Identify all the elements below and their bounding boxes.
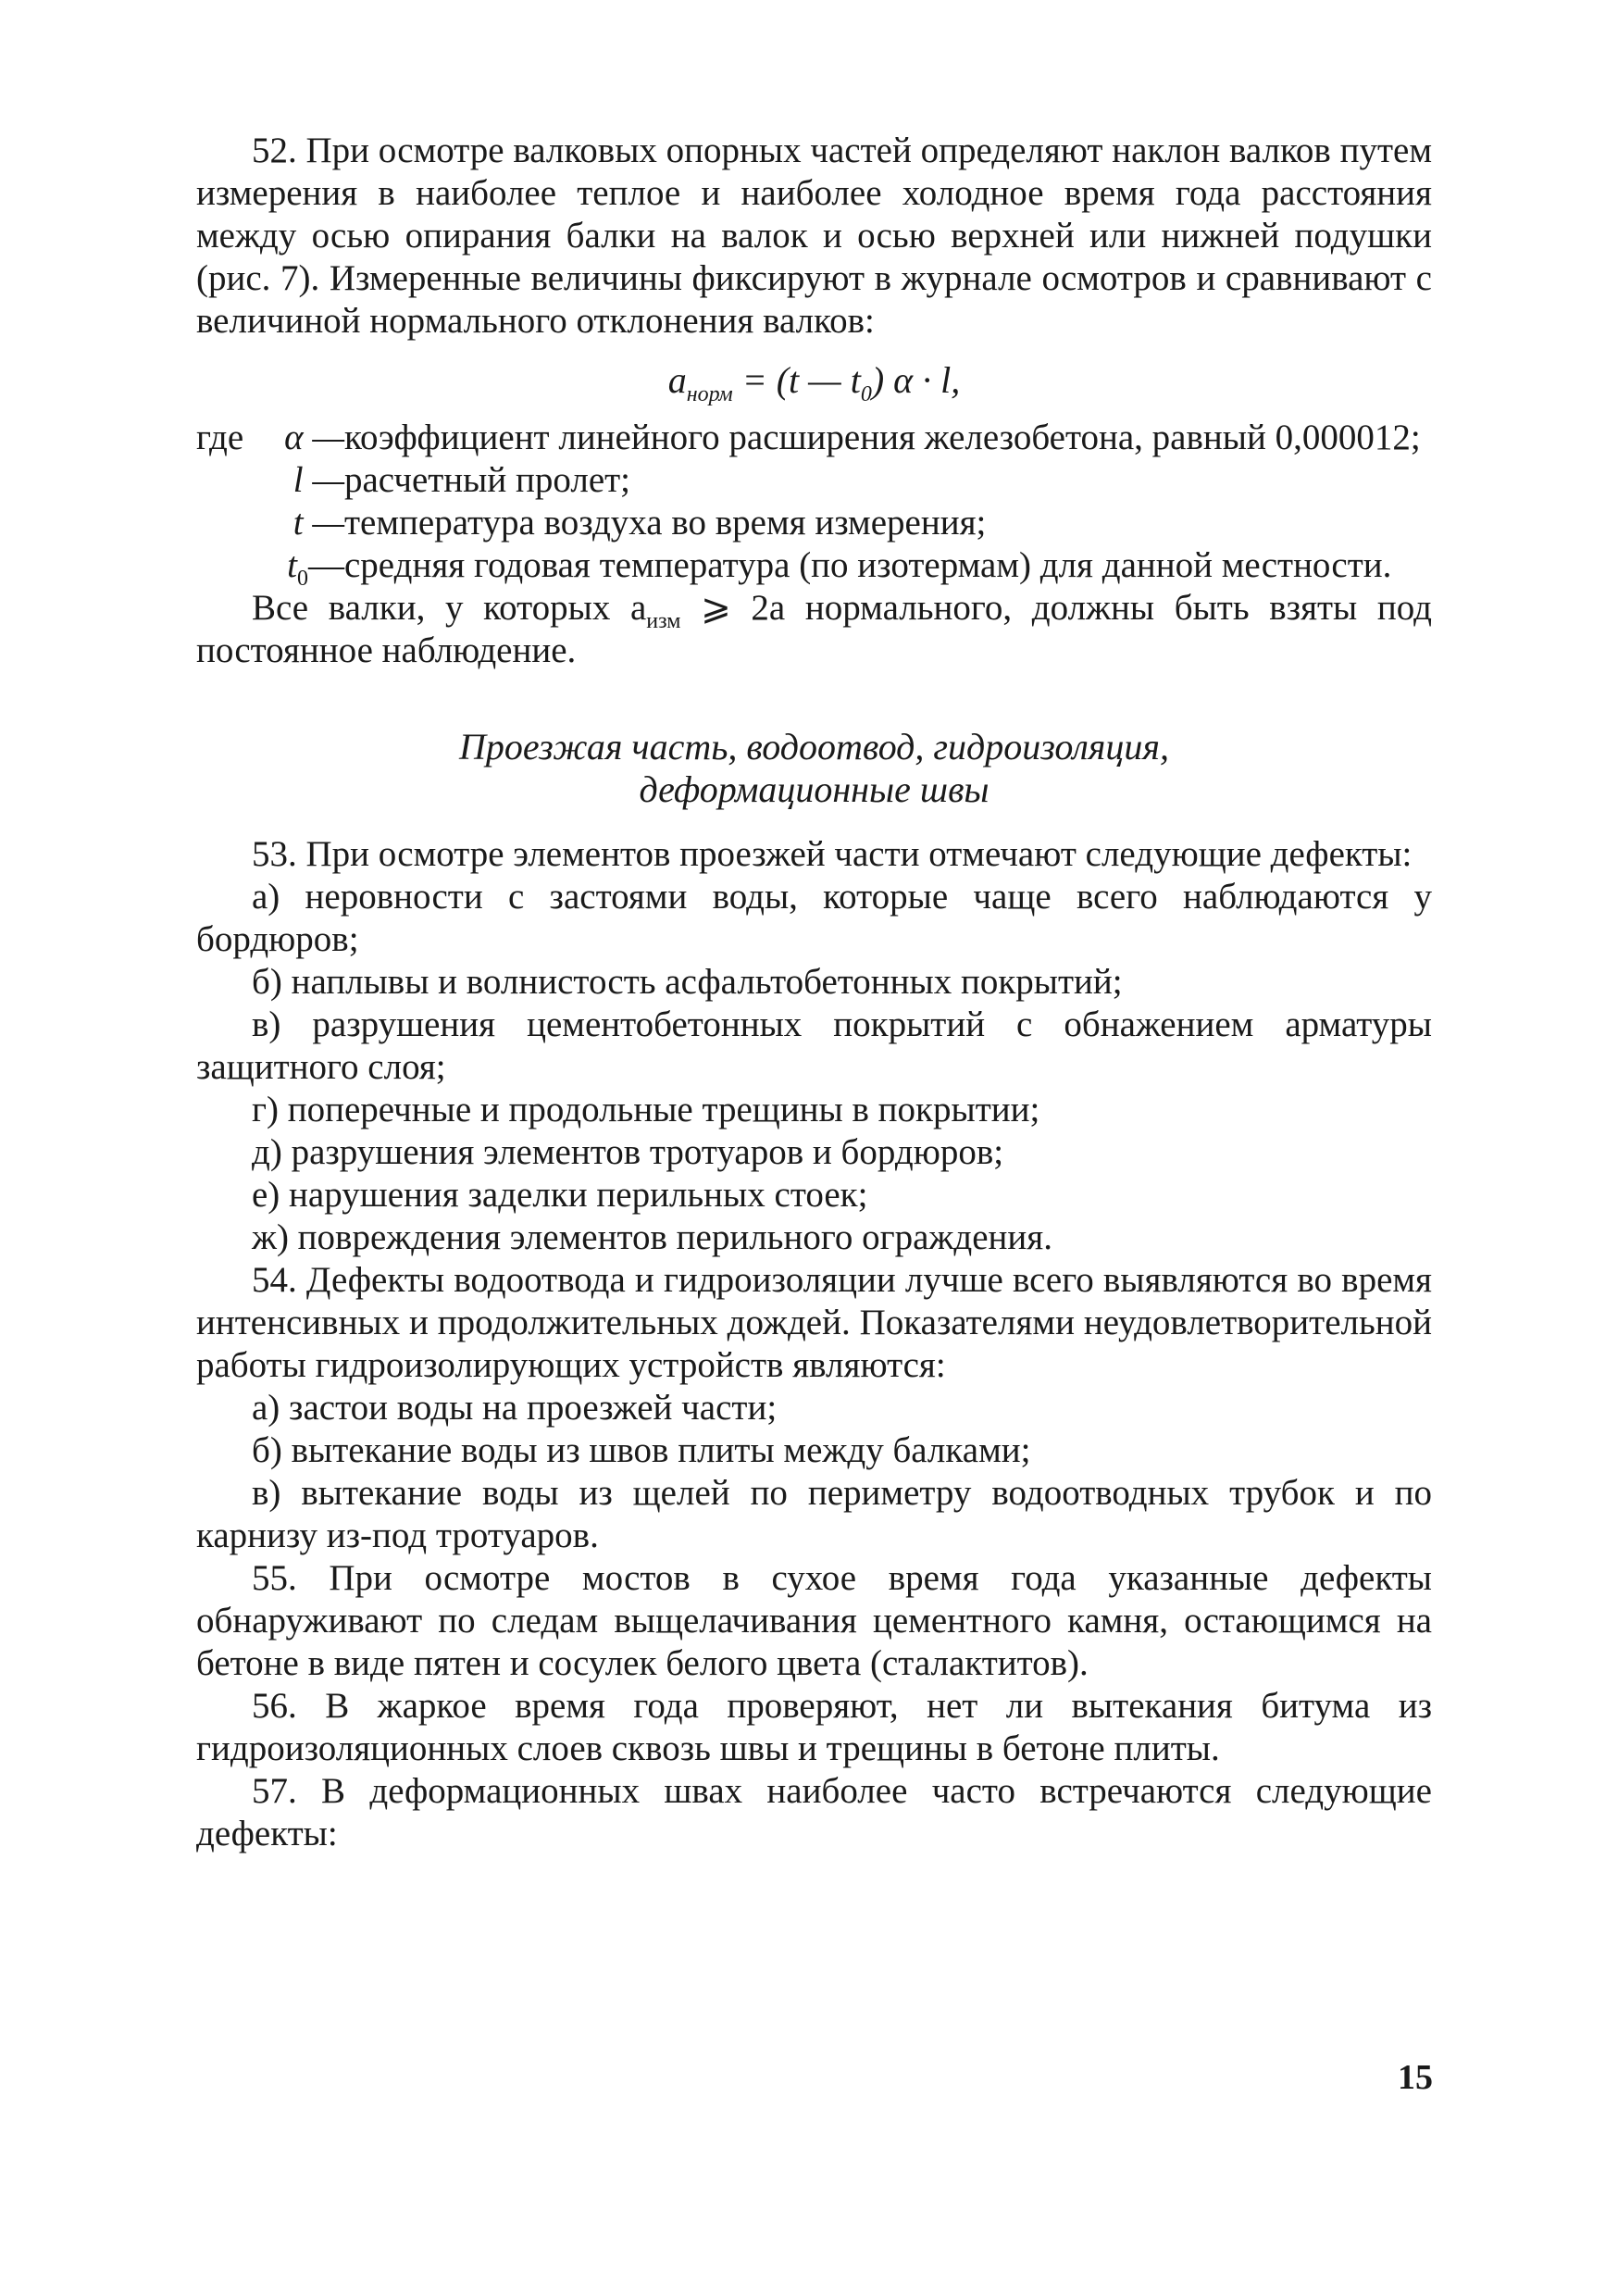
paragraph-57: 57. В деформационных швах наиболее часто встречаются следующие дефекты: bbox=[196, 1771, 1432, 1853]
legend-symbol: l — bbox=[292, 460, 344, 500]
legend-symbol-dash: — bbox=[308, 545, 344, 585]
legend-row bbox=[196, 544, 1432, 591]
legend-row bbox=[196, 459, 1432, 502]
legend-row bbox=[196, 417, 1432, 459]
list-item: г) поперечные и продольные трещины в покрытии; bbox=[252, 1090, 1040, 1129]
paragraph-55: 55. При осмотре мостов в сухое время года указанные дефекты обнаруживают по следам выщелачивания цементного камня, остающимся на бетоне в виде пятен и сосулек белого цвета (сталактитов). bbox=[196, 1558, 1432, 1683]
note-text-b: ⩾ 2a нормального, должны быть взяты под постоянное наблюдение. bbox=[196, 588, 1432, 670]
paragraph-52: 52. При осмотре валковых опорных частей определяют наклон валков путем измерения в наиболее теплое и наиболее холодное время года расстояния между осью опирания балки на валок и осью верхней или нижней подушки (рис. 7). Измеренные величины фиксируют в журнале осмотров и сравнивают с величиной нормального отклонения валков: bbox=[196, 131, 1432, 341]
paragraph-56: 56. В жаркое время года проверяют, нет ли вытекания битума из гидроизоляционных слоев сквозь швы и трещины в бетоне плиты. bbox=[196, 1686, 1432, 1768]
formula-rhs-a: = (t — t bbox=[732, 359, 861, 401]
legend-row bbox=[196, 502, 1432, 544]
legend-symbol-sub: 0 bbox=[297, 566, 308, 591]
paragraph-53: 53. При осмотре элементов проезжей части отмечают следующие дефекты: bbox=[252, 834, 1413, 874]
paragraph-54: 54. Дефекты водоотвода и гидроизоляции лучше всего выявляются во время интенсивных и продолжительных дождей. Показателями неудовлетворительной работы гидроизолирующих устройств являются: bbox=[196, 1260, 1432, 1385]
page-content bbox=[196, 130, 1432, 1855]
note-text-a: Все валки, у которых a bbox=[252, 588, 647, 628]
legend-text: температура воздуха во время измерения; bbox=[344, 503, 987, 543]
list-item: а) застои воды на проезжей части; bbox=[252, 1388, 778, 1428]
legend-text: расчетный пролет; bbox=[344, 460, 631, 500]
legend-text: коэффициент линейного расширения железобетона, равный 0,000012; bbox=[344, 418, 1421, 457]
formula-legend bbox=[196, 417, 1432, 591]
legend-symbol: t bbox=[287, 545, 297, 585]
list-item: д) разрушения элементов тротуаров и бордюров; bbox=[252, 1132, 1004, 1172]
list-item: в) разрушения цементобетонных покрытий с обнажением арматуры защитного слоя; bbox=[196, 1004, 1432, 1087]
note-sub: изм bbox=[646, 608, 681, 633]
heading-line-1: Проезжая часть, водоотвод, гидроизоляция, bbox=[459, 726, 1169, 767]
section-heading bbox=[196, 726, 1432, 811]
legend-text: средняя годовая температура (по изотермам) для данной местности. bbox=[344, 545, 1392, 585]
legend-symbol: t — bbox=[292, 503, 344, 543]
list-item: а) неровности с застоями воды, которые чаще всего наблюдаются у бордюров; bbox=[196, 877, 1432, 959]
paragraph-52-note bbox=[196, 587, 1432, 672]
list-item: ж) повреждения элементов перильного ограждения. bbox=[252, 1217, 1052, 1257]
legend-lead: где bbox=[196, 418, 244, 457]
page-number: 15 bbox=[1398, 2058, 1433, 2097]
list-item: в) вытекание воды из щелей по периметру водоотводных трубок и по карнизу из-под тротуаров. bbox=[196, 1473, 1432, 1555]
list-item: е) нарушения заделки перильных стоек; bbox=[252, 1175, 868, 1215]
formula-rhs-b: ) α · l, bbox=[871, 359, 961, 401]
list-item: б) вытекание воды из швов плиты между балками; bbox=[252, 1430, 1031, 1470]
heading-line-2: деформационные швы bbox=[639, 768, 989, 810]
formula-lhs-sub: норм bbox=[686, 382, 733, 406]
formula bbox=[196, 359, 1432, 406]
list-item: б) наплывы и волнистость асфальтобетонных покрытий; bbox=[252, 962, 1123, 1002]
formula-rhs-sub: 0 bbox=[860, 382, 872, 406]
legend-symbol: α — bbox=[284, 418, 344, 457]
formula-lhs: a bbox=[667, 359, 687, 401]
